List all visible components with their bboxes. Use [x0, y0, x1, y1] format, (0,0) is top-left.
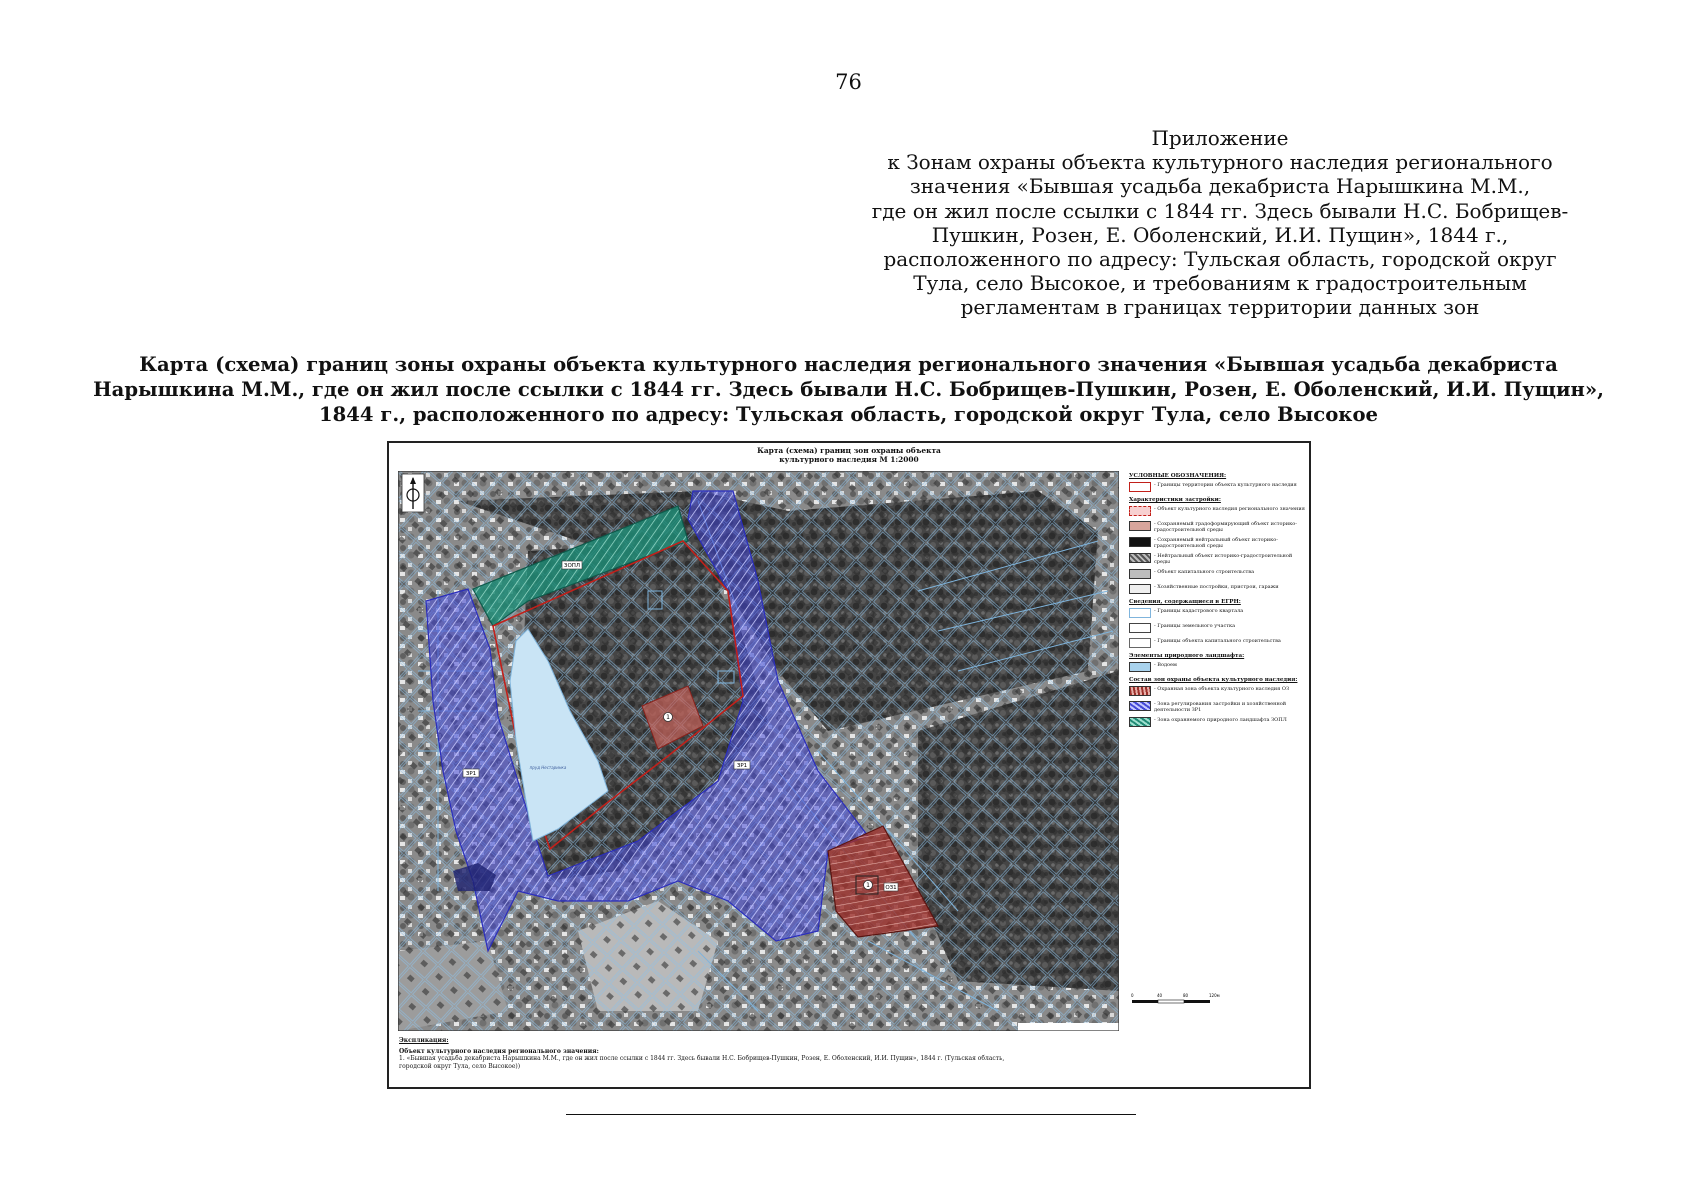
map-sheet-title-line: культурного наследия М 1:2000	[779, 455, 919, 464]
north-arrow-icon	[402, 474, 424, 512]
legend-item-label: - Границы территории объекта культурного наследия	[1154, 482, 1297, 488]
scale-tick-label: 120м	[1209, 993, 1220, 998]
legend-item	[1129, 584, 1309, 595]
legend-swatch-capital-object	[1129, 569, 1151, 579]
explication	[399, 1037, 1299, 1070]
legend-item	[1129, 638, 1309, 649]
legend-swatch-landscape-zone	[1129, 717, 1151, 727]
legend-item-label: - Сохраняемый нейтральный объект историко-градостроительной среды	[1154, 537, 1278, 549]
footer-divider	[566, 1114, 1136, 1115]
zone-label-zr1-west: ЗР1	[465, 771, 477, 777]
appendix-line: Пушкин, Розен, Е. Оболенский, И.И. Пущин», 1844 г.,	[931, 222, 1509, 247]
explication-object-text: 1. «Бывшая усадьба декабриста Нарышкина М.М., где он жил после ссылки с 1844 гг. Здесь бывали Н.С. Бобрищев-Пушкин, Розен, Е. Оболенский, И.И. Пущин», 1844 г. (Тульская область,	[399, 1055, 1005, 1063]
object-number-label: 1	[666, 714, 670, 722]
legend-swatch-land-plot	[1129, 623, 1151, 633]
legend-item-label: - Объект капитального строительства	[1154, 569, 1255, 575]
legend-item	[1129, 662, 1309, 673]
legend-item-label: - Зона регулирования застройки и хозяйственной деятельности ЗР1	[1154, 701, 1287, 713]
map-cutout	[1018, 1023, 1119, 1031]
legend-group-title: Сведения, содержащиеся в ЕГРН:	[1129, 599, 1241, 605]
legend-item-label: - Границы кадастрового квартала	[1154, 608, 1244, 614]
legend-group-title: Элементы природного ландшафта:	[1129, 653, 1245, 659]
legend-item	[1129, 701, 1309, 713]
legend-item-label: - Нейтральный объект историко-градостроительной среды	[1154, 553, 1293, 565]
legend-swatch-heritage-object	[1129, 506, 1151, 516]
legend-item	[1129, 506, 1309, 517]
title-line: Карта (схема) границ зоны охраны объекта культурного наследия регионального значения «Бывшая усадьба декабриста	[139, 353, 1558, 376]
legend-swatch-preserved-object	[1129, 521, 1151, 531]
legend-item	[1129, 482, 1309, 493]
legend-swatch-neutral-object	[1129, 553, 1151, 563]
legend-item-label: - Зона охраняемого природного ландшафта ЗОПЛ	[1154, 717, 1287, 723]
title-line: 1844 г., расположенного по адресу: Тульская область, городской округ Тула, село Высокое	[319, 403, 1378, 426]
legend-item	[1129, 521, 1309, 533]
legend-item	[1129, 537, 1309, 549]
legend-item	[1129, 608, 1309, 619]
legend-item	[1129, 623, 1309, 634]
legend-item	[1129, 717, 1309, 728]
legend-item	[1129, 569, 1309, 580]
appendix-heading	[870, 126, 1570, 320]
zone-label-zopl: ЗОПЛ	[563, 563, 581, 569]
legend-swatch-outbuildings	[1129, 584, 1151, 594]
appendix-line: регламентам в границах территории данных зон	[960, 295, 1480, 320]
explication-object-text: городской округ Тула, село Высокое))	[399, 1062, 521, 1070]
map-canvas[interactable]	[398, 471, 1119, 1031]
scale-tick-label: 0	[1131, 993, 1134, 998]
pond-label: пруд Нестаринка	[529, 765, 567, 770]
legend-item-label: - Объект культурного наследия регионального значения	[1154, 506, 1305, 512]
scale-tick-label: 80	[1183, 993, 1189, 998]
legend-group-title: Характеристики застройки:	[1129, 497, 1221, 503]
title-line: Нарышкина М.М., где он жил после ссылки с 1844 гг. Здесь бывали Н.С. Бобрищев-Пушкин, Розен, Е. Оболенский, И.И. Пущин»,	[93, 378, 1604, 401]
appendix-line: расположенного по адресу: Тульская область, городской округ	[883, 247, 1557, 272]
legend-item-label: - Водоем	[1154, 662, 1177, 668]
legend-swatch-neutral-preserved	[1129, 537, 1151, 547]
legend-item-label: - Границы земельного участка	[1154, 623, 1236, 629]
appendix-line: значения «Бывшая усадьба декабриста Нарышкина М.М.,	[909, 174, 1531, 199]
legend-group-title: Состав зон охраны объекта культурного наследия:	[1129, 677, 1298, 683]
object-number-label: 1	[866, 882, 870, 890]
explication-heading: Экспликация:	[399, 1037, 449, 1044]
legend-item-label: - Границы объекта капитального строительства	[1154, 638, 1281, 644]
document-title	[0, 352, 1697, 427]
appendix-line: где он жил после ссылки с 1844 гг. Здесь бывали Н.С. Бобрищев-	[871, 198, 1569, 223]
legend-item-label: - Сохраняемый градоформирующий объект историко-градостроительной среды	[1154, 521, 1297, 533]
appendix-line: к Зонам охраны объекта культурного наследия регионального	[887, 150, 1553, 175]
page-number: 76	[835, 70, 862, 94]
legend-item-label: - Хозяйственные постройки, пристрои, гаражи	[1154, 584, 1279, 590]
zone-label-oz1: ОЗ1	[885, 885, 897, 891]
map-sheet-title	[389, 446, 1309, 464]
legend-swatch-building-outline	[1129, 638, 1151, 648]
legend-title: УСЛОВНЫЕ ОБОЗНАЧЕНИЯ:	[1129, 473, 1227, 479]
scale-bar	[1131, 991, 1221, 1011]
legend-item	[1129, 553, 1309, 565]
legend-swatch-territory-border	[1129, 482, 1151, 492]
appendix-line: Приложение	[1151, 126, 1289, 150]
explication-object-heading: Объект культурного наследия регионального значения:	[399, 1048, 599, 1056]
scale-tick-label: 40	[1157, 993, 1163, 998]
legend-swatch-cadastral-quarter	[1129, 608, 1151, 618]
legend-item-label: - Охранная зона объекта культурного наследия ОЗ	[1154, 686, 1290, 692]
legend-swatch-regulation-zone	[1129, 701, 1151, 711]
legend-item	[1129, 686, 1309, 697]
map-legend	[1129, 471, 1309, 732]
appendix-line: Тула, село Высокое, и требованиям к градостроительным	[913, 271, 1527, 296]
legend-swatch-protection-zone	[1129, 686, 1151, 696]
map-sheet	[387, 441, 1311, 1089]
map-sheet-title-line: Карта (схема) границ зон охраны объекта	[757, 446, 941, 455]
legend-swatch-water	[1129, 662, 1151, 672]
zone-label-zr1-center: ЗР1	[736, 763, 748, 769]
